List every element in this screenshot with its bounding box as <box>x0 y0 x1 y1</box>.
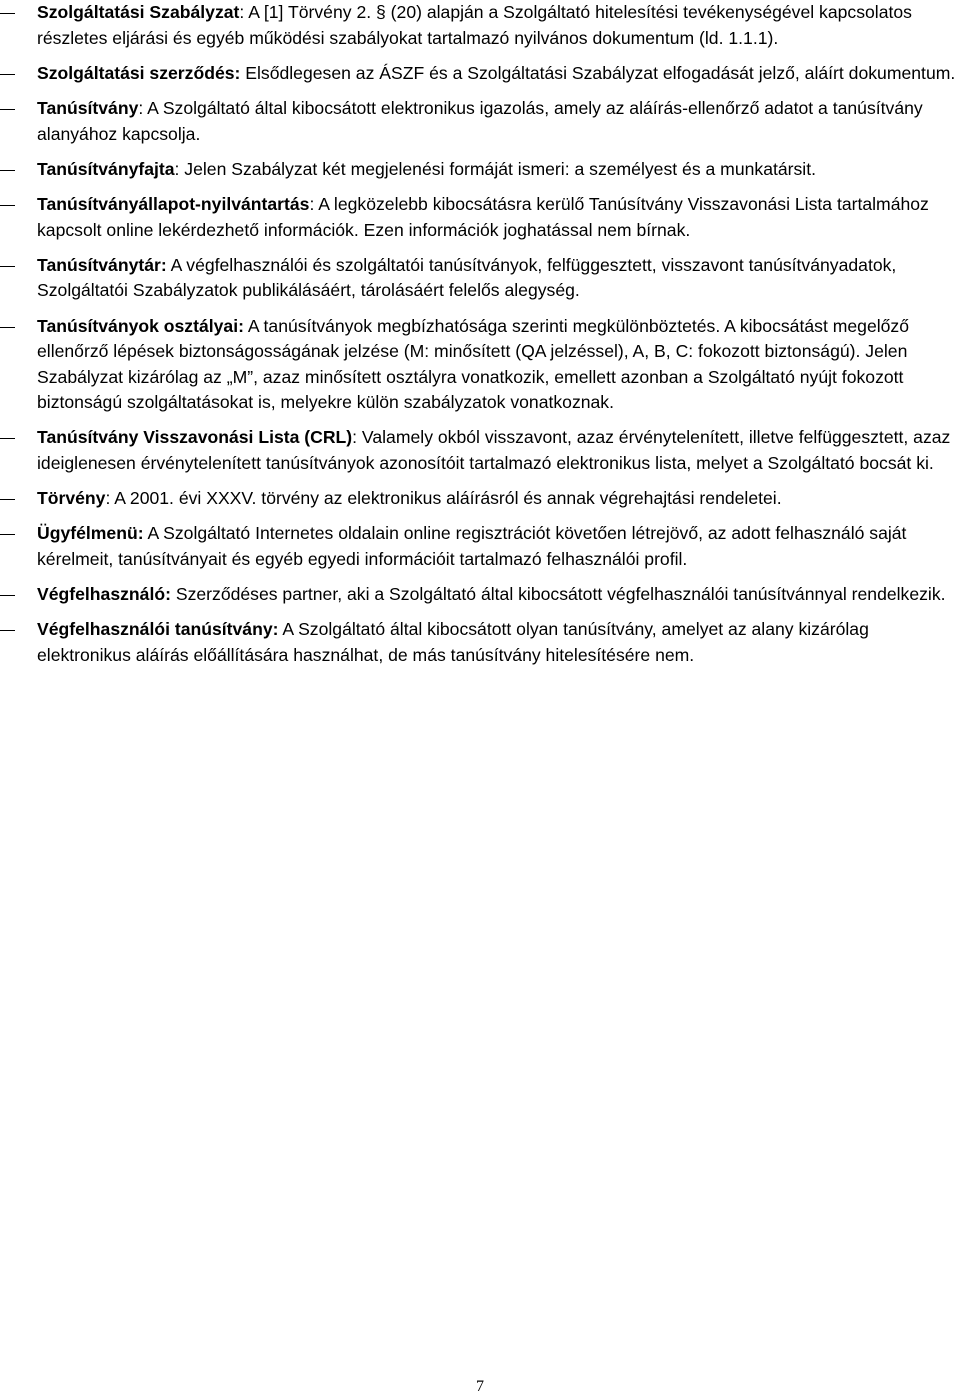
dash-bullet <box>0 205 15 206</box>
dash-bullet <box>0 499 15 500</box>
definition-text: A Szolgáltató által kibocsátott olyan tanúsítvány, amelyet az alany kizárólag elektronikus aláírás előállítására használhat, de más tanúsítvány hitelesítésére nem. <box>37 619 869 665</box>
dash-bullet <box>0 595 15 596</box>
definition-term: Tanúsítványok osztályai: <box>37 315 244 336</box>
definition-text: A 2001. évi XXXV. törvény az elektronikus aláírásról és annak végrehajtási rendeletei. <box>110 488 782 509</box>
dash-bullet <box>0 438 15 439</box>
definition-text: Szerződéses partner, aki a Szolgáltató által kibocsátott végfelhasználói tanúsítvánnyal rendelkezik. <box>170 584 946 605</box>
definition-term: Szolgáltatási Szabályzat <box>37 2 240 22</box>
definition-item <box>0 96 960 147</box>
definition-term: Törvény <box>37 488 106 509</box>
definition-term: Végfelhasználói tanúsítvány: <box>37 619 279 640</box>
dash-bullet <box>0 109 15 110</box>
dash-bullet <box>0 170 15 171</box>
definition-text: Valamely okból visszavont, azaz érvénytelenített, illetve felfüggesztett, azaz ideiglenesen érvénytelenített tanúsítványok azonosítóit tartalmazó elektronikus lista, melyet a Szolgáltató bocsát ki. <box>37 427 951 474</box>
definition-list <box>0 0 960 678</box>
definition-text: A tanúsítványok megbízhatósága szerinti megkülönböztetés. A kibocsátást megelőző ellenőrző lépések biztonságosságának jelzése (M: minősített (QA jelzéssel), A, B, C: fokozott biztonságú). Jelen Szabályzat kizárólag az „M”, azaz minősített osztályra vonatkozik, emellett azonban a Szolgáltató nyújt fokozott biztonságú szolgáltatásokat is, melyekre külön szabályzatok vonatkoznak. <box>37 315 910 413</box>
definition-item <box>0 157 960 183</box>
term-separator: : <box>239 2 245 22</box>
definition-text: A [1] Törvény 2. § (20) alapján a Szolgáltató hitelesítési tevékenységével kapcsolatos részletes eljárási és egyéb működési szabályokat tartalmazó nyilvános dokumentum (ld. 1.1.1). <box>37 2 912 48</box>
dash-bullet <box>0 327 15 328</box>
definition-item <box>0 486 960 512</box>
definition-term: Tanúsítványállapot-nyilvántartás <box>37 193 310 214</box>
dash-bullet <box>0 74 15 75</box>
definition-term: Végfelhasználó: <box>37 584 171 605</box>
definition-item <box>0 425 960 476</box>
dash-bullet <box>0 266 15 267</box>
definition-item <box>0 253 960 304</box>
definition-item <box>0 521 960 572</box>
definition-item <box>0 582 960 608</box>
definition-term: Tanúsítvány Visszavonási Lista (CRL) <box>37 427 353 448</box>
term-separator: : <box>105 488 111 509</box>
term-separator: : <box>174 158 180 179</box>
definition-item <box>0 314 960 416</box>
definition-text: A Szolgáltató Internetes oldalain online regisztrációt követően létrejövő, az adott felhasználó saját kérelmeit, tanúsítványait és egyéb egyedi információit tartalmazó felhasználói profil. <box>37 523 907 570</box>
term-separator: : <box>138 97 144 118</box>
dash-bullet <box>0 630 15 631</box>
definition-item <box>0 192 960 243</box>
page-number: 7 <box>476 1378 484 1395</box>
definition-term: Szolgáltatási szerződés: <box>37 62 241 83</box>
definition-text: Elsődlegesen az ÁSZF és a Szolgáltatási Szabályzat elfogadását jelző, aláírt dokumentum. <box>240 62 956 83</box>
definition-text: A legközelebb kibocsátásra kerülő Tanúsítvány Visszavonási Lista tartalmához kapcsolt online lekérdezhető információk. Ezen információk joghatással nem bírnak. <box>37 193 929 240</box>
definition-text: A Szolgáltató által kibocsátott elektronikus igazolás, amely az aláírás-ellenőrző adatot a tanúsítvány alanyához kapcsolja. <box>37 97 923 144</box>
dash-bullet <box>0 534 15 535</box>
dash-bullet <box>0 13 15 14</box>
definition-item <box>0 617 960 668</box>
term-separator: : <box>352 427 358 448</box>
term-separator: : <box>309 193 315 214</box>
definition-text: Jelen Szabályzat két megjelenési formáját ismeri: a személyest és a munkatársit. <box>179 158 816 179</box>
definition-item <box>0 0 960 51</box>
definition-text: A végfelhasználói és szolgáltatói tanúsítványok, felfüggesztett, visszavont tanúsítványadatok, Szolgáltatói Szabályzatok publikálásáért, tárolásáért felelős alegység. <box>37 254 897 301</box>
definition-item <box>0 61 960 87</box>
definition-term: Tanúsítványtár: <box>37 254 167 275</box>
definition-term: Tanúsítványfajta <box>37 158 175 179</box>
definition-term: Ügyfélmenü: <box>37 523 144 544</box>
definition-term: Tanúsítvány <box>37 97 139 118</box>
